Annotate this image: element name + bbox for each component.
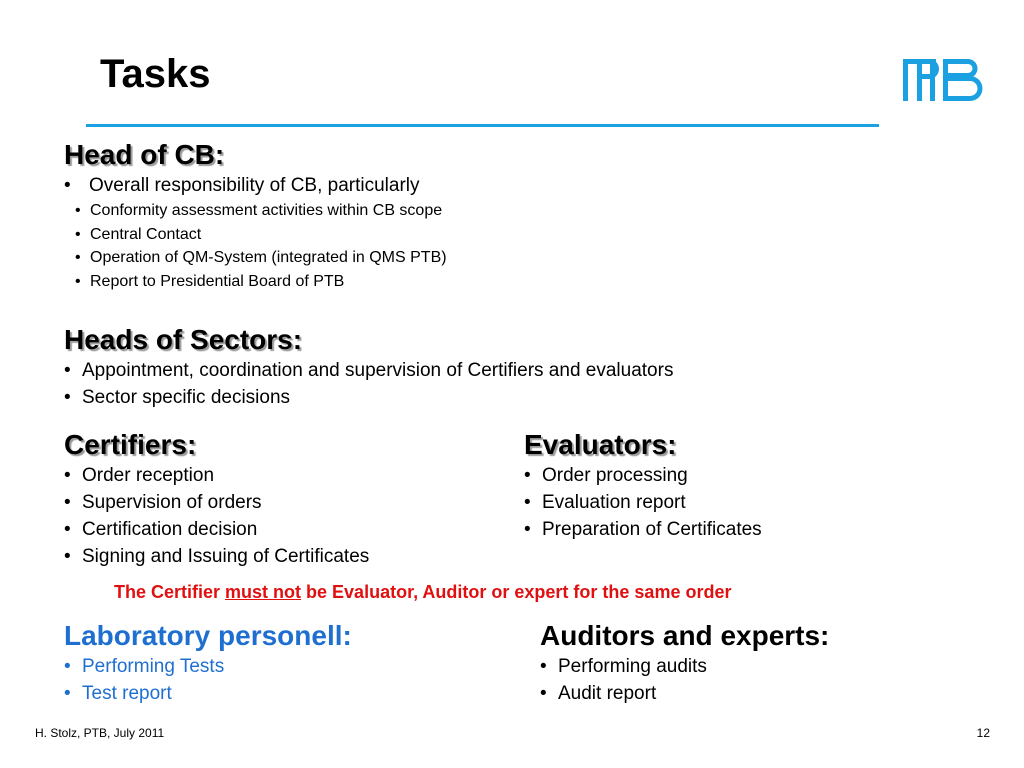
heads-of-sectors-heading: Heads of Sectors:	[64, 324, 303, 355]
certifiers-list	[64, 462, 504, 570]
page-number: 12	[976, 726, 990, 740]
list-item: • Operation of QM-System (integrated in QMS PTB)	[64, 246, 864, 270]
list-item: • Supervision of orders	[64, 489, 504, 516]
evaluators-list	[524, 462, 924, 543]
list-item: • Signing and Issuing of Certificates	[64, 543, 504, 570]
list-item: • Performing Tests	[64, 653, 524, 680]
list-item: • Evaluation report	[524, 489, 924, 516]
warning-text-before: The Certifier	[114, 582, 226, 602]
warning-emphasis: must not	[225, 582, 302, 602]
laboratory-list	[64, 653, 524, 707]
list-item: • Appointment, coordination and supervision of Certifiers and evaluators	[64, 357, 964, 384]
ptb-logo	[903, 58, 983, 102]
list-item	[64, 172, 864, 199]
list-item: • Preparation of Certificates	[524, 516, 924, 543]
list-item: • Order reception	[64, 462, 504, 489]
auditors-list	[540, 653, 980, 707]
list-item: • Central Contact	[64, 223, 864, 247]
certifiers-section	[64, 428, 504, 570]
separation-warning	[114, 580, 954, 604]
auditors-section	[540, 619, 980, 707]
heads-of-sectors-section	[64, 323, 964, 411]
list-item: • Performing audits	[540, 653, 980, 680]
list-item: • Conformity assessment activities within CB scope	[64, 199, 864, 223]
laboratory-heading: Laboratory personell:	[64, 620, 352, 651]
list-item: • Sector specific decisions	[64, 384, 964, 411]
head-of-cb-list	[64, 172, 864, 293]
head-of-cb-heading: Head of CB:	[64, 139, 225, 170]
warning-text-after: be Evaluator, Auditor or expert for the same order	[301, 582, 732, 602]
list-item: • Test report	[64, 680, 524, 707]
laboratory-section	[64, 619, 524, 707]
list-item: • Order processing	[524, 462, 924, 489]
list-item: • Certification decision	[64, 516, 504, 543]
evaluators-heading: Evaluators:	[524, 429, 677, 460]
heads-of-sectors-list	[64, 357, 964, 411]
slide-title: Tasks	[100, 52, 211, 96]
list-item: • Report to Presidential Board of PTB	[64, 270, 864, 294]
footer-author: H. Stolz, PTB, July 2011	[35, 726, 165, 740]
auditors-heading: Auditors and experts:	[540, 620, 830, 651]
title-underline	[86, 124, 879, 127]
list-item: • Audit report	[540, 680, 980, 707]
head-of-cb-main-item: Overall responsibility of CB, particularly	[89, 175, 420, 196]
evaluators-section	[524, 428, 924, 543]
head-of-cb-section	[64, 138, 864, 293]
certifiers-heading: Certifiers:	[64, 429, 197, 460]
